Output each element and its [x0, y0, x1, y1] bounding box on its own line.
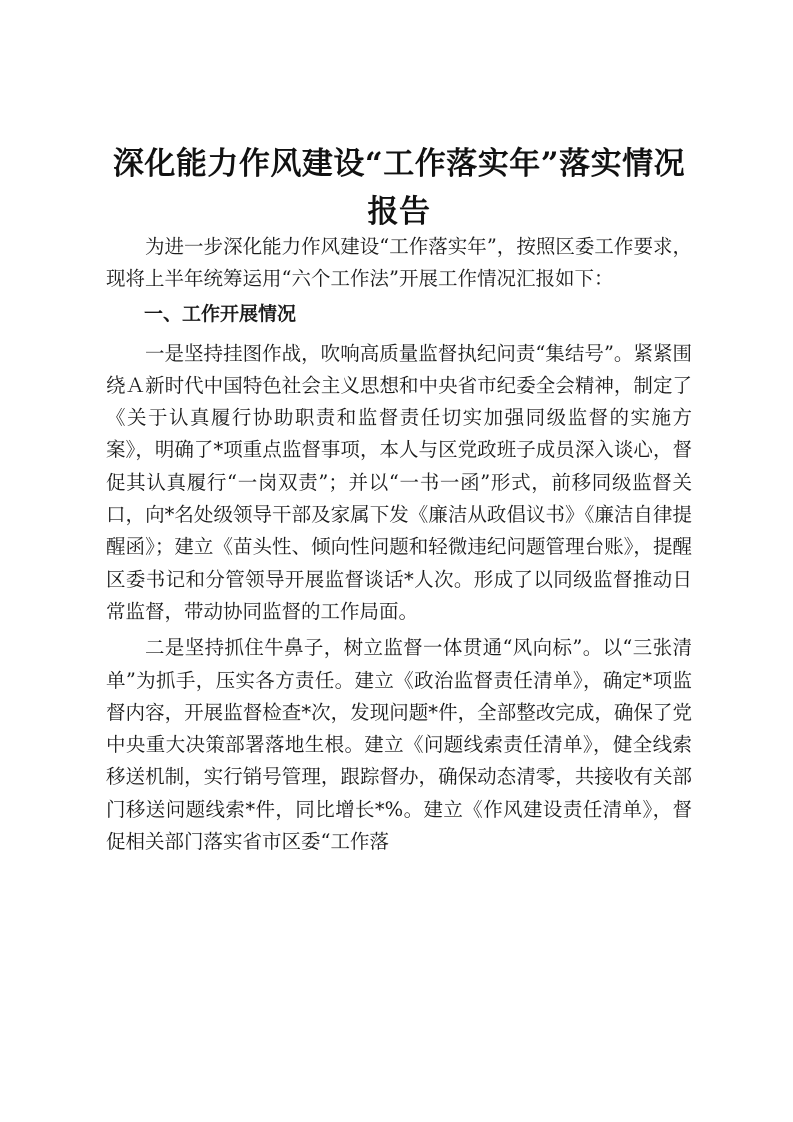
body-paragraph-1: 一是坚持挂图作战，吹响高质量监督执纪问责“集结号”。紧紧围绕Ａ新时代中国特色社会主义思想和中央省市纪委全会精神，制定了《关于认真履行协助职责和监督责任切实加强同级监督的实施方案》，明确了*项重点监督事项，本人与区党政班子成员深入谈心，督促其认真履行“一岗双责”；并以“一书一函”形式，前移同级监督关口，向*名处级领导干部及家属下发《廉洁从政倡议书》《廉洁自律提醒函》；建立《苗头性、倾向性问题和轻微违纪问题管理台账》，提醒区委书记和分管领导开展监督谈话*人次。形成了以同级监督推动日常监督，带动协同监督的工作局面。 [106, 341, 692, 623]
body-paragraph-2: 二是坚持抓住牛鼻子，树立监督一体贯通“风向标”。以“三张清单”为抓手，压实各方责任。建立《政治监督责任清单》，确定*项监督内容，开展监督检查*次，发现问题*件，全部整改完成，确保了党中央重大决策部署落地生根。建立《问题线索责任清单》，健全线索移送机制，实行销号管理，跟踪督办，确保动态清零，共接收有关部门移送问题线索*件，同比增长*%。建立《作风建设责任清单》，督促相关部门落实省市区委“工作落 [106, 636, 692, 854]
section-heading: 一、工作开展情况 [144, 302, 297, 325]
document-title: 深化能力作风建设“工作落实年”落实情况报告 [112, 146, 686, 230]
intro-paragraph: 为进一步深化能力作风建设“工作落实年”，按照区委工作要求，现将上半年统筹运用“六个工作法”开展工作情况汇报如下： [106, 235, 692, 291]
document-body [106, 231, 692, 858]
